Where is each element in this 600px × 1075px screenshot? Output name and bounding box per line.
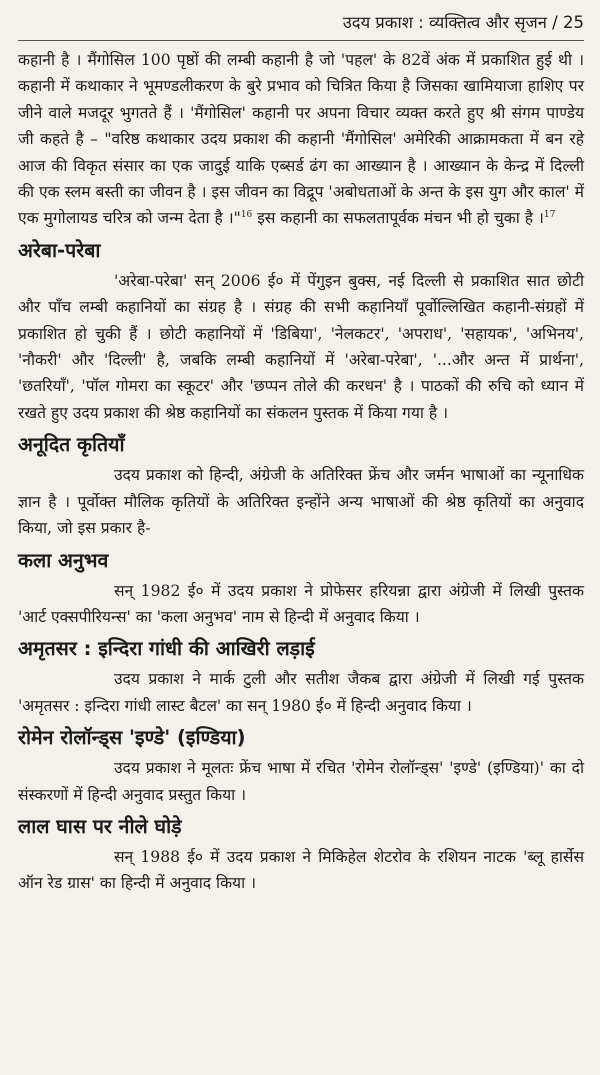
section-heading: अरेबा-परेबा [18, 238, 101, 262]
paragraph-mangosil [18, 47, 584, 232]
section-heading: अनूदित कृतियाँ [18, 433, 125, 457]
section-paragraph: सन् 1982 ई० में उदय प्रकाश ने प्रोफेसर हरियन्ना द्वारा अंग्रेजी में लिखी पुस्तक 'आर्ट एक्सपीरियन्स' का 'कला अनुभव' नाम से हिन्दी में अनुवाद किया । [18, 581, 584, 626]
section-paragraph: सन् 1988 ई० में उदय प्रकाश ने मिकिहेल शेटरोव के रशियन नाटक 'ब्लू हार्सेस ऑन रेड ग्रास' का हिन्दी में अनुवाद किया । [18, 847, 584, 893]
paragraph-text: कहानी है । मैंगोसिल 100 पृष्ठों की लम्बी कहानी है जो 'पहल' के 82वें अंक में प्रकाशित हुई थी । कहानी में कथाकार ने भूमण्डलीकरण के बुरे प्रभाव को चित्रित किया है जिसका खामियाजा हाशिए पर जीने वाले मजदूर भुगतते हैं । 'मैंगोसिल' कहानी पर अपना विचार व्यक्त करते हुए श्री संगम पाण्डेय जी कहते है – "वरिष्ठ कथाकार उदय प्रकाश की कहानी 'मैंगोसिल' अमेरिकी आक्रामकता में बन रहे आज की विकृत संसार का एक जादुई याकि एब्सर्ड ढंग का आख्यान है । आख्यान के केन्द्र में दिल्ली की एक स्लम बस्ती का जीवन है । इस जीवन का विद्रूप 'अबोधताओं के अन्त के इस युग और काल' में एक मुगोलायड चरित्र को जन्म देता है ।" [18, 51, 584, 228]
section-paragraph: उदय प्रकाश ने मार्क टुली और सतीश जैकब द्वारा अंग्रेजी में लिखी गई पुस्तक 'अमृतसर : इन्दिरा गांधी लास्ट बैटल' का सन् 1980 ई० में हिन्दी अनुवाद किया । [18, 670, 584, 715]
running-head: उदय प्रकाश : व्यक्तित्व और सृजन / 25 [18, 12, 584, 41]
section-heading: अमृतसर : इन्दिरा गांधी की आखिरी लड़ाई [18, 637, 315, 661]
section-heading: लाल घास पर नीले घोड़े [18, 814, 182, 838]
section-paragraph: उदय प्रकाश को हिन्दी, अंग्रेजी के अतिरिक्त फ्रेंच और जर्मन भाषाओं का न्यूनाधिक ज्ञान है । पूर्वोक्त मौलिक कृतियों के अतिरिक्त इन्होंने अन्य भाषाओं की श्रेष्ठ कृतियों का अनुवाद किया, जो इस प्रकार है- [18, 466, 584, 538]
section-heading: रोमेन रोलॉन्ड्स 'इण्डे' (इण्डिया) [18, 726, 246, 750]
paragraph-text: इस कहानी का सफलतापूर्वक मंचन भी हो चुका है । [252, 209, 544, 228]
section-heading: कला अनुभव [18, 548, 109, 572]
section-paragraph: 'अरेबा-परेबा' सन् 2006 ई० में पेंगुइन बुक्स, नई दिल्ली से प्रकाशित सात छोटी और पाँच लम्बी कहानियों का संग्रह है । संग्रह की सभी कहानियाँ पूर्वोल्लिखित कहानी-संग्रहों में प्रकाशित हो चुकी हैं । छोटी कहानियों में 'डिबिया', 'नेलकटर', 'अपराध', 'सहायक', 'अभिनय', 'नौकरी' और 'दिल्ली' है, जबकि लम्बी कहानियों में 'अरेबा-परेबा', '...और अन्त में प्रार्थना', 'छतरियाँ', 'पॉल गोमरा का स्कूटर' और 'छप्पन तोले की करधन' है । पाठकों की रुचि को ध्यान में रखते हुए उदय प्रकाश की श्रेष्ठ कहानियों का संकलन पुस्तक में किया गया है । [18, 271, 584, 422]
footnote-ref: 16 [240, 210, 253, 221]
footnote-ref: 17 [543, 210, 556, 221]
section-paragraph: उदय प्रकाश ने मूलतः फ्रेंच भाषा में रचित 'रोमेन रोलॉन्ड्स' 'इण्डे' (इण्डिया)' का दो संस्करणों में हिन्दी अनुवाद प्रस्तुत किया । [18, 759, 584, 804]
